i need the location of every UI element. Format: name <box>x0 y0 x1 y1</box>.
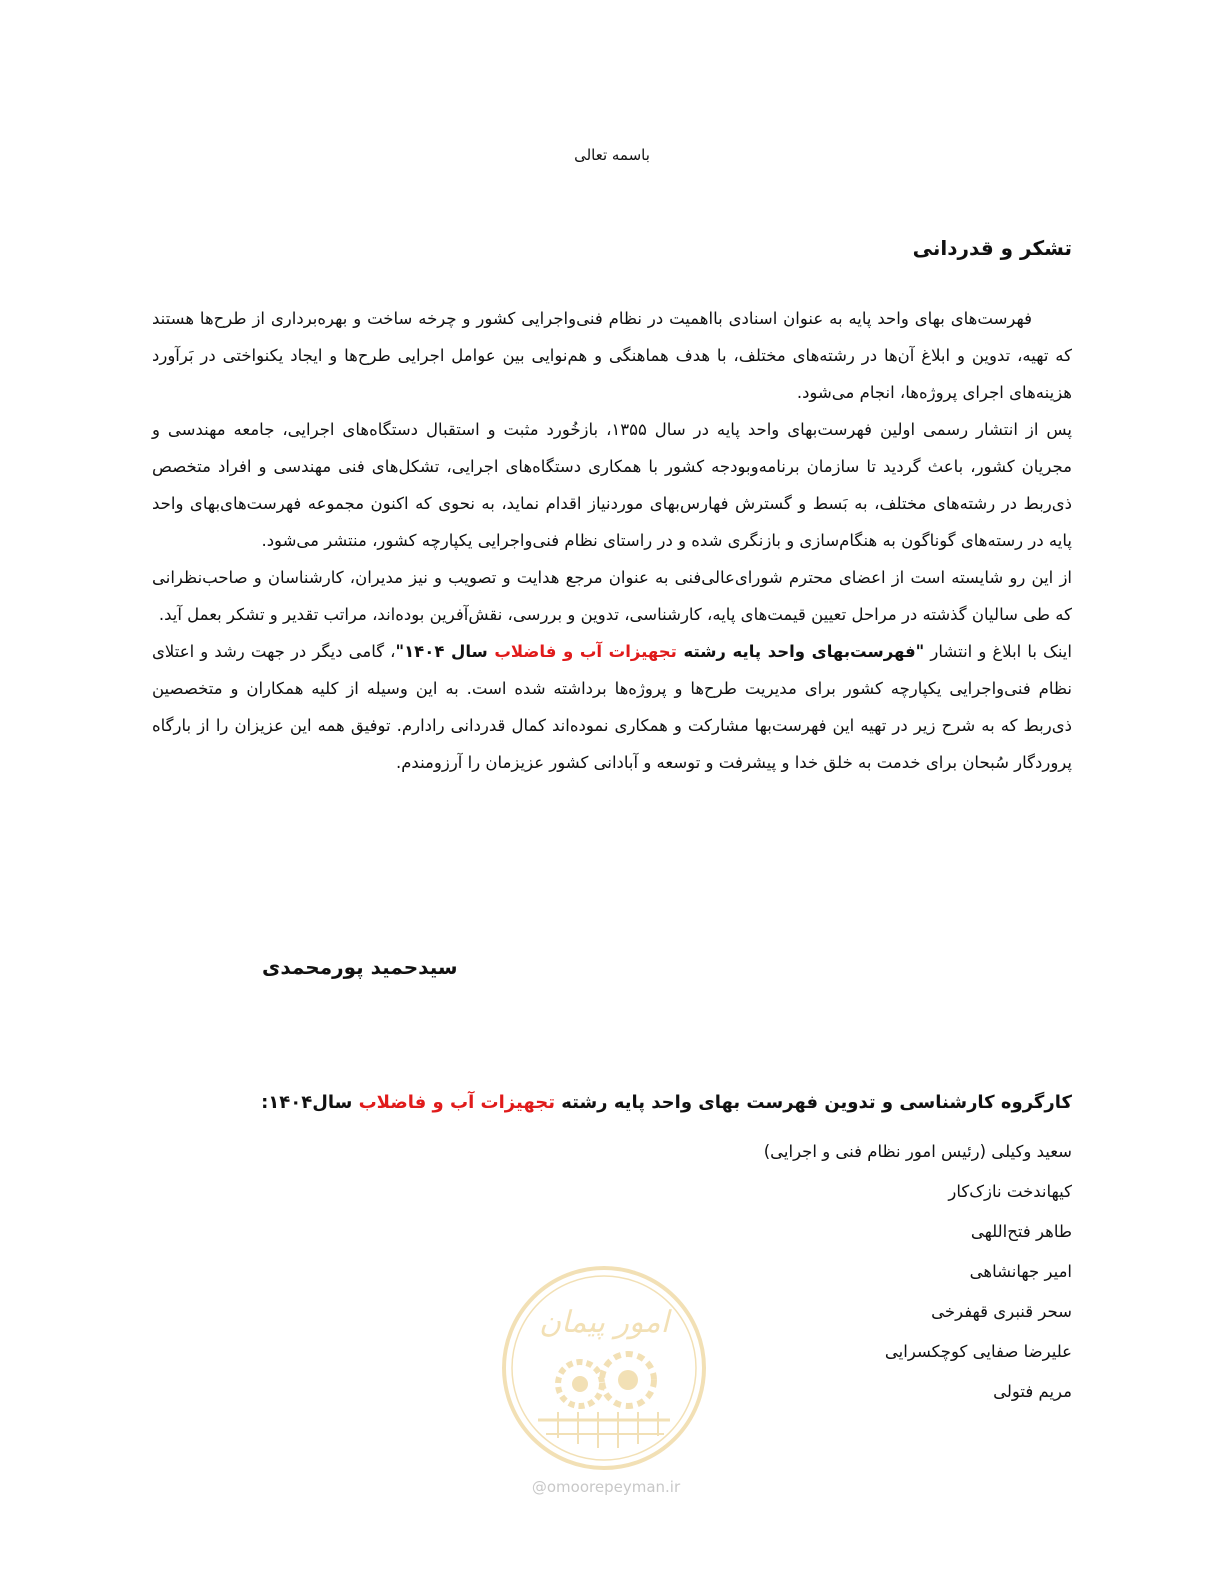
member-item: سحر قنبری قهفرخی <box>931 1302 1072 1321</box>
working-group-field: تجهیزات آب و فاضلاب <box>358 1092 555 1113</box>
paragraph-intro: فهرست‌های بهای واحد پایه به عنوان اسنادی بااهمیت در نظام فنی‌واجرایی کشور و چرخه ساخت و بهره‌برداری از طرح‌ها هستند که تهیه، تدوین و ابلاغ آن‌ها در رشته‌های مختلف، با هدف هماهنگی و هم‌نوایی بین عوامل اجرایی طرح‌ها و ایجاد یکنواختی در بَرآورد هزینه‌های اجرای پروژه‌ها، انجام می‌شود. <box>152 309 1072 402</box>
working-group-heading-start: کارگروه کارشناسی و تدوین فهرست بهای واحد پایه رشته <box>554 1092 1072 1113</box>
member-item: طاهر فتح‌اللهی <box>970 1222 1072 1241</box>
member-item: کیهاندخت نازک‌کار <box>948 1182 1072 1201</box>
acknowledgement-body <box>152 300 1072 781</box>
basmala: باسمه تعالی <box>574 146 650 164</box>
announcement-title-a: "فهرست‌بهای واحد پایه رشته <box>676 642 925 661</box>
announcement-rest: ، گامی دیگر در جهت رشد و اعتلای نظام فنی‌واجرایی یکپارچه کشور برای مدیریت طرح‌ها و پروژه‌ها برداشته شده است. به این وسیله از کلیه همکاران و متخصصین ذی‌ربط که به شرح زیر در تهیه این فهرست‌بها مشارکت و همکاری نموده‌اند کمال قدردانی رادارم. توفیق همه این عزیزان را از بارگاه پروردگار سُبحان برای خدمت به خلق خدا و پیشرفت و توسعه و آبادانی کشور عزیزمان را آرزومندم. <box>152 642 1072 772</box>
page-title: تشکر و قدردانی <box>912 236 1072 260</box>
paragraph-history: پس از انتشار رسمی اولین فهرست‌بهای واحد پایه در سال ۱۳۵۵، بازخُورد مثبت و استقبال دستگاه‌های اجرایی، جامعه مهندسی و مجریان کشور، باعث گردید تا سازمان برنامه‌وبودجه کشور با همکاری دستگاه‌های اجرایی، تشکل‌های فنی مهندسی و افراد متخصص ذی‌ربط در رشته‌های مختلف، به بَسط و گسترش فهارس‌بهای موردنیاز اقدام نماید، به نحوی که اکنون مجموعه فهرست‌های‌بهای واحد پایه در رسته‌های گوناگون به هنگام‌سازی و بازنگری شده و در راستای نظام فنی‌واجرایی یکپارچه کشور، منتشر می‌شود. <box>152 420 1072 550</box>
announcement-title-b: سال ۱۴۰۴" <box>395 642 495 661</box>
announcement-lead: اینک با ابلاغ و انتشار <box>924 642 1072 661</box>
signature-name: سیدحمید پورمحمدی <box>262 955 458 979</box>
working-group-heading <box>261 1092 1072 1113</box>
paragraph-announcement <box>152 633 1072 781</box>
paragraph-thanks: از این رو شایسته است از اعضای محترم شورای‌عالی‌فنی به عنوان مرجع هدایت و تصویب و نیز مدیران، کارشناسان و صاحب‌نظرانی که طی سالیان گذشته در مراحل تعیین قیمت‌های پایه، کارشناسی، تدوین و بررسی، نقش‌آفرین بوده‌اند، مراتب تقدیر و تشکر بعمل آید. <box>152 568 1072 624</box>
announcement-field: تجهیزات آب و فاضلاب <box>494 642 677 661</box>
member-item: سعید وکیلی (رئیس امور نظام فنی و اجرایی) <box>763 1142 1072 1161</box>
watermark-text: امور پیمان <box>539 1305 669 1340</box>
member-item: مریم فتولی <box>993 1382 1072 1401</box>
working-group-heading-end: سال۱۴۰۴: <box>261 1092 359 1113</box>
watermark-caption: @omoorepeyman.ir <box>531 1478 681 1496</box>
watermark-seal-icon <box>498 1262 710 1474</box>
working-group-members <box>764 1132 1072 1412</box>
member-item: علیرضا صفایی کوچکسرایی <box>884 1342 1072 1361</box>
member-item: امیر جهانشاهی <box>969 1262 1072 1281</box>
